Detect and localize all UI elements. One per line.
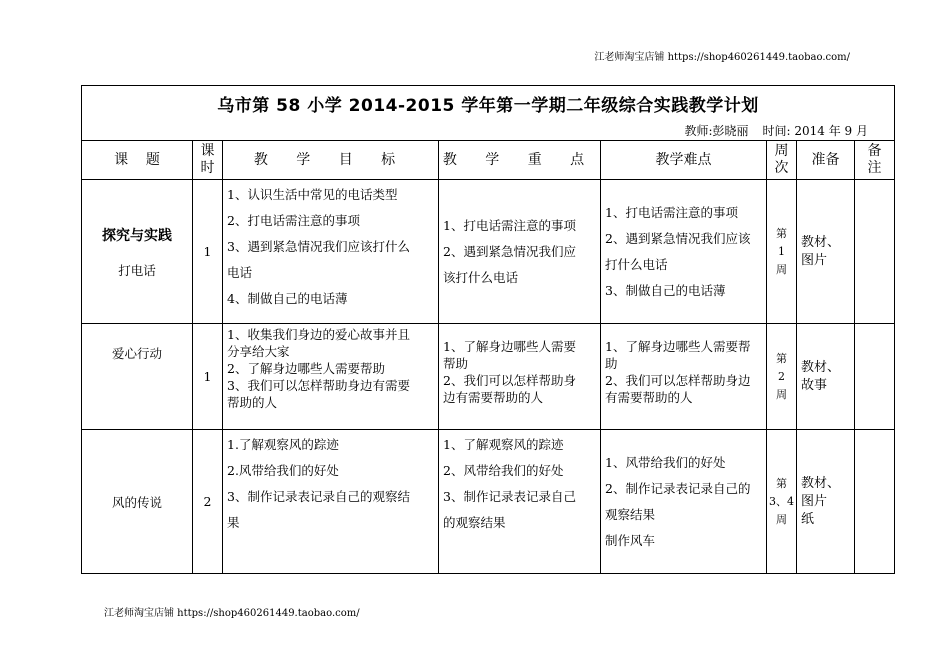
hours-cell: 1 <box>193 180 223 324</box>
keypoint-line: 的观察结果 <box>443 515 506 530</box>
course-cell <box>82 430 193 574</box>
teacher-label: 教师:彭晓丽 <box>684 124 749 138</box>
table-row <box>82 324 895 430</box>
keypoint-line: 3、制作记录表记录自己 <box>443 489 576 504</box>
footer-watermark: 江老师淘宝店铺 https://shop460261449.taobao.com/ <box>104 608 360 619</box>
keypoint-line: 1、打电话需注意的事项 <box>443 217 576 233</box>
difficulty-line: 助 <box>605 356 618 371</box>
difficulty-line: 2、我们可以怎样帮助身边 <box>605 373 751 388</box>
difficulties-cell <box>601 430 767 574</box>
table-row <box>82 430 895 574</box>
goal-line: 帮助的人 <box>227 395 278 410</box>
goal-line: 果 <box>227 515 240 530</box>
goal-line: 2、打电话需注意的事项 <box>227 213 360 228</box>
header-notes: 备 注 <box>855 141 895 180</box>
week-cell: 第 3、4 周 <box>767 430 797 574</box>
header-prep: 准备 <box>797 141 855 180</box>
prep-cell: 教材、 故事 <box>797 324 855 430</box>
course-cell <box>82 324 193 430</box>
prep-cell: 教材、 图片 <box>797 180 855 324</box>
goal-line: 3、制作记录表记录自己的观察结 <box>227 489 410 504</box>
difficulty-line: 有需要帮助的人 <box>605 390 693 405</box>
time-label: 时间: 2014 年 9 月 <box>762 124 869 138</box>
keypoint-line: 2、我们可以怎样帮助身 <box>443 373 576 388</box>
course-cell <box>82 180 193 324</box>
difficulty-line: 打什么电话 <box>605 256 668 272</box>
unit-title: 探究与实践 <box>102 227 172 244</box>
goal-line: 分享给大家 <box>227 344 290 359</box>
header-row <box>82 141 895 180</box>
difficulty-line: 观察结果 <box>605 506 656 522</box>
difficulty-line: 3、制做自己的电话薄 <box>605 282 726 298</box>
difficulty-line: 2、制作记录表记录自己的 <box>605 480 751 496</box>
keypoint-line: 1、了解观察风的踪迹 <box>443 437 564 452</box>
title-cell <box>82 86 895 141</box>
header-goals: 教 学 目 标 <box>223 141 439 180</box>
header-watermark: 江老师淘宝店铺 https://shop460261449.taobao.com/ <box>594 52 850 63</box>
page-title: 乌市第 58 小学 2014-2015 学年第一学期二年级综合实践教学计划 <box>217 96 759 116</box>
difficulty-line: 2、遇到紧急情况我们应该 <box>605 230 751 246</box>
teaching-plan-table <box>81 85 895 574</box>
hours-cell: 1 <box>193 324 223 430</box>
goal-line: 1、认识生活中常见的电话类型 <box>227 187 398 202</box>
header-keypoints: 教 学 重 点 <box>439 141 601 180</box>
keypoints-cell <box>439 430 601 574</box>
teacher-time-line <box>82 122 894 139</box>
goal-line: 2.风带给我们的好处 <box>227 463 339 478</box>
header-hours: 课 时 <box>193 141 223 180</box>
goal-line: 1、收集我们身边的爱心故事并且 <box>227 327 410 342</box>
goals-cell <box>223 324 439 430</box>
keypoint-line: 2、风带给我们的好处 <box>443 463 564 478</box>
course-name: 打电话 <box>118 262 156 278</box>
keypoint-line: 该打什么电话 <box>443 269 519 285</box>
header-week: 周 次 <box>767 141 797 180</box>
keypoint-line: 2、遇到紧急情况我们应 <box>443 243 576 259</box>
notes-cell <box>855 324 895 430</box>
goal-line: 4、制做自己的电话薄 <box>227 291 348 306</box>
goal-line: 3、遇到紧急情况我们应该打什么 <box>227 239 410 254</box>
keypoint-line: 1、了解身边哪些人需要 <box>443 339 576 354</box>
hours-cell: 2 <box>193 430 223 574</box>
course-name: 爱心行动 <box>111 346 162 361</box>
course-name: 风的传说 <box>111 494 162 510</box>
goal-line: 1.了解观察风的踪迹 <box>227 437 339 452</box>
difficulties-cell <box>601 324 767 430</box>
difficulty-line: 1、打电话需注意的事项 <box>605 204 738 220</box>
week-cell: 第 2 周 <box>767 324 797 430</box>
table-row <box>82 180 895 324</box>
difficulty-line: 1、了解身边哪些人需要帮 <box>605 339 751 354</box>
difficulty-line: 1、风带给我们的好处 <box>605 454 726 470</box>
goal-line: 2、了解身边哪些人需要帮助 <box>227 361 385 376</box>
goal-line: 电话 <box>227 265 253 280</box>
notes-cell <box>855 180 895 324</box>
difficulty-line: 制作风车 <box>605 532 656 548</box>
keypoints-cell <box>439 324 601 430</box>
goals-cell <box>223 180 439 324</box>
difficulties-cell <box>601 180 767 324</box>
keypoint-line: 边有需要帮助的人 <box>443 390 544 405</box>
keypoints-cell <box>439 180 601 324</box>
prep-cell: 教材、 图片 纸 <box>797 430 855 574</box>
keypoint-line: 帮助 <box>443 356 469 371</box>
week-cell: 第 1 周 <box>767 180 797 324</box>
notes-cell <box>855 430 895 574</box>
goal-line: 3、我们可以怎样帮助身边有需要 <box>227 378 410 393</box>
goals-cell <box>223 430 439 574</box>
header-course: 课 题 <box>82 141 193 180</box>
header-difficulties: 教学难点 <box>601 141 767 180</box>
